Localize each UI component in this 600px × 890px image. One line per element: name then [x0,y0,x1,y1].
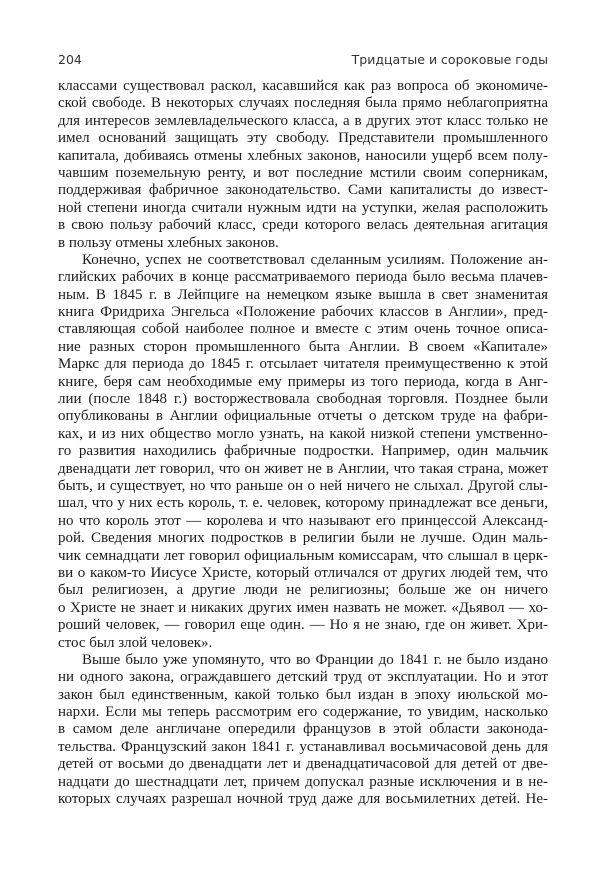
text-line: ние разных сторон промышленного быта Англии. В своем «Капитале» [58,338,548,355]
paragraph [58,252,548,652]
text-line: закон был единственным, какой только был издан в эпоху июльской мо- [58,686,548,703]
text-line: о Христе не знает и никаких других имен назвать не может. «Дьявол — хо- [58,599,548,616]
text-line: опубликованы в Англии официальные отчеты о детском труде на фабри- [58,408,548,425]
text-line: рой. Сведения многих подростков в религии были не лучше. Один маль- [58,530,548,547]
text-line: имел оснований защищать эту свободу. Представители промышленного [58,130,548,147]
text-line: шал, что у них есть король, т. е. человек, которому принадлежат все деньги, [58,495,548,512]
paragraph [58,78,548,252]
text-line: го развития находились фабричные подростки. Например, один мальчик [58,443,548,460]
text-line: ной степени иногда считали нужным идти на уступки, желая расположить [58,199,548,216]
text-line: ставляющая собой наиболее полное и вместе с этим очень точное описа- [58,321,548,338]
text-line: поддерживая фабричное законодательство. Сами капиталисты до извест- [58,182,548,199]
text-line: в пользу отмены хлебных законов. [58,234,279,251]
text-line: Конечно, успех не соответствовал сделанным усилиям. Положение ан- [82,251,548,268]
text-line: ви о каком-то Иисусе Христе, который отличался от других людей тем, что [58,564,548,581]
running-title: Тридцатые и сороковые годы [351,52,548,67]
text-line: чавшим поземельную ренту, и вот последние мстили своим соперникам, [58,164,548,181]
text-line: в самом деле англичане опередили французов в этой области законода- [58,721,548,738]
text-line: классами существовал раскол, касавшийся как раз вопроса об экономиче- [58,78,548,94]
text-line: капитала, добиваясь отмены хлебных законов, наносили ущерб всем полу- [58,147,548,164]
text-line: но что король этот — королева и что называют его принцессой Александ- [58,512,548,529]
text-line: Маркс для периода до 1845 г. отсылает читателя преимущественно к этой [58,356,548,373]
text-line: глийских рабочих в конце рассматриваемого периода было весьма плачев- [58,269,548,286]
text-line: ни одного закона, ограждавшего детский труд от эксплуатации. Но и этот [58,669,548,686]
text-line: роший человек, — говорил еще один. — Но я не знаю, где он живет. Хри- [58,617,548,634]
text-line: тельства. Французский закон 1841 г. устанавливал восьмичасовой день для [58,738,548,755]
text-line: в свою пользу рабочий класс, среди которого велась деятельная агитация [58,217,548,234]
page-header [58,52,548,70]
text-line: надцати до шестнадцати лет, причем допускал разные исключения и в не- [58,773,548,790]
text-line: для интересов землевладельческого класса, а в других этот класс только не [58,112,548,129]
text-line: лии (после 1848 г.) восторжествовала свободная торговля. Позднее были [58,391,548,408]
text-line: ской свободе. В некоторых случаях последняя была прямо неблагоприятна [58,95,548,112]
text-line: книга Фридриха Энгельса «Положение рабочих классов в Англии», пред- [58,304,548,321]
text-line: двенадцати лет говорил, что он живет не в Англии, что такая страна, может [58,460,548,477]
text-line: которых случаях разрешал ночной труд даже для восьмилетних детей. Не- [58,791,548,808]
page-number: 204 [58,52,82,67]
text-line: Выше было уже упомянуто, что во Франции до 1841 г. не было издано [82,651,548,668]
body-text [58,78,548,808]
text-line: ках, и из них общество могло узнать, на какой низкой степени умственно- [58,425,548,442]
paragraph [58,652,548,809]
text-line: книге, беря сам необходимые ему примеры из того периода, когда в Анг- [58,373,548,390]
text-line: был религиозен, а другие люди не религиозны; больше же он ничего [58,582,548,599]
text-line: нархи. Если мы теперь рассмотрим его содержание, то увидим, насколько [58,704,548,721]
text-line: ным. В 1845 г. в Лейпциге на немецком языке вышла в свет знаменитая [58,286,548,303]
text-line: чик семнадцати лет говорил официальным комиссарам, что слышал в церк- [58,547,548,564]
text-line: детей от восьми до двенадцати лет и двенадцатичасовой для детей от две- [58,756,548,773]
text-line: быть, и существует, но что раньше он о ней ничего не слыхал. Другой слы- [58,477,548,494]
text-line: стос был злой человек». [58,634,213,651]
